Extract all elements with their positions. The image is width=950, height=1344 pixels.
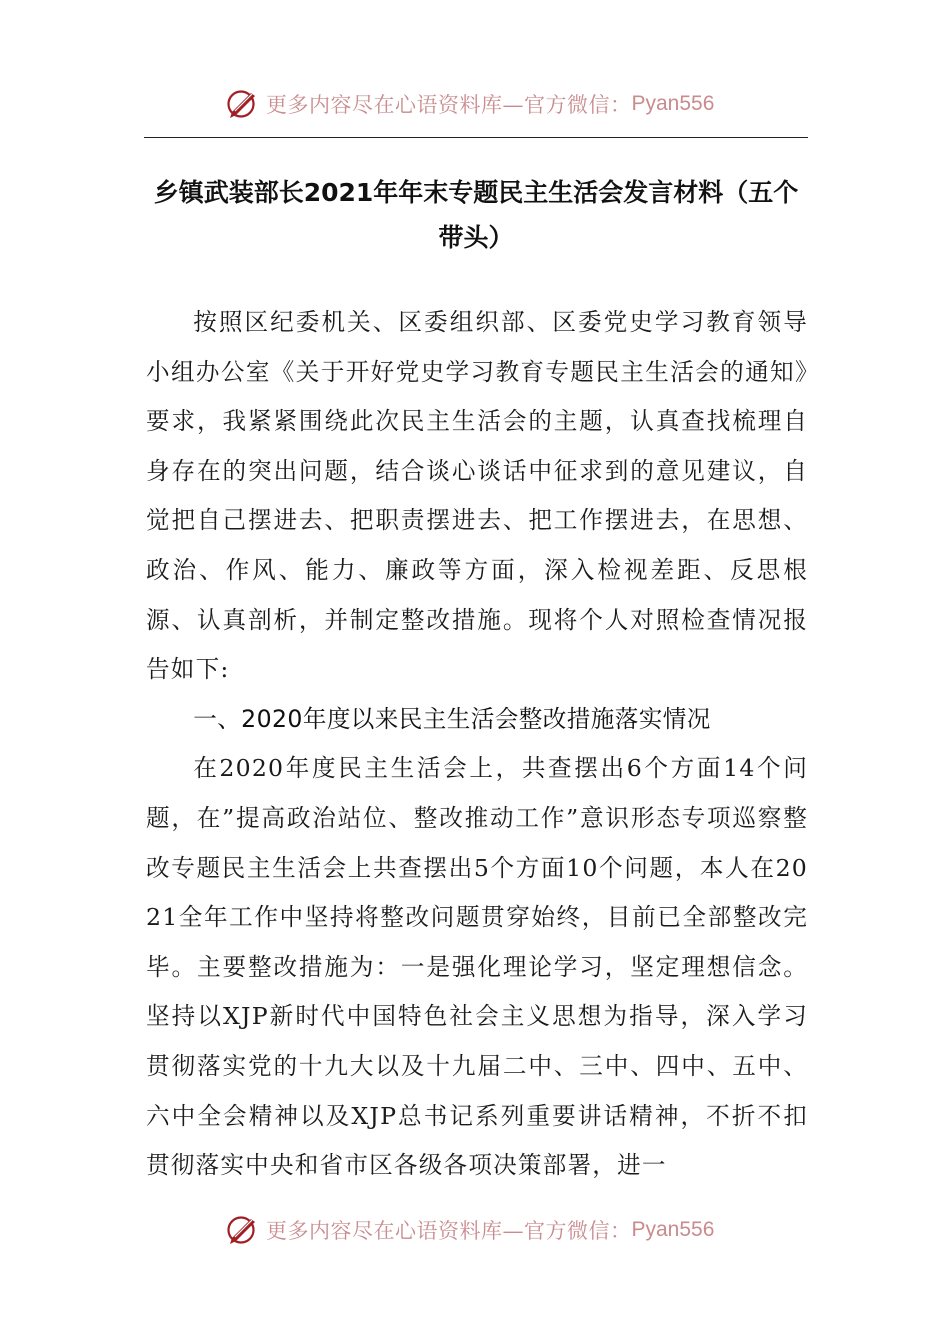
document-title: 乡镇武装部长2021年年末专题民主生活会发言材料（五个带头） [153, 178, 799, 252]
pen-logo-icon [226, 1213, 260, 1247]
watermark-text: 更多内容尽在心语资料库—官方微信： [266, 1219, 632, 1243]
header-rule [144, 137, 808, 138]
section-paragraph: 在2020年度民主生活会上，共查摆出6个方面14个问题，在”提高政治站位、整改推动工作”意识形态专项巡察整改专题民主生活会上共查摆出5个方面10个问题，本人在2021全年工作中坚持将整改问题贯穿始终，目前已全部整改完毕。主要整改措施为：一是强化理论学习，坚定理想信念。坚持以XJP新时代中国特色社会主义思想为指导，深入学习贯彻落实党的十九大以及十九届二中、三中、四中、五中、六中全会精神以及XJP总书记系列重要讲话精神，不折不扣贯彻落实中央和省市区各级各项决策部署，进一 [146, 754, 808, 1180]
watermark-header [226, 86, 714, 122]
pen-logo-icon [226, 87, 260, 121]
watermark-text: 更多内容尽在心语资料库—官方微信： [266, 93, 632, 117]
document-body [146, 298, 808, 1191]
watermark-wechat-id: Pyan556 [631, 92, 715, 115]
section-heading: 一、2020年度以来民主生活会整改措施落实情况 [193, 704, 711, 733]
intro-paragraph: 按照区纪委机关、区委组织部、区委党史学习教育领导小组办公室《关于开好党史学习教育专题民主生活会的通知》要求，我紧紧围绕此次民主生活会的主题，认真查找梳理自身存在的突出问题，结合谈心谈话中征求到的意见建议，自觉把自己摆进去、把职责摆进去、把工作摆进去，在思想、政治、作风、能力、廉政等方面，深入检视差距、反思根源、认真剖析，并制定整改措施。现将个人对照检查情况报告如下: [146, 308, 808, 684]
watermark-footer [226, 1212, 714, 1248]
watermark-wechat-id: Pyan556 [631, 1218, 715, 1241]
